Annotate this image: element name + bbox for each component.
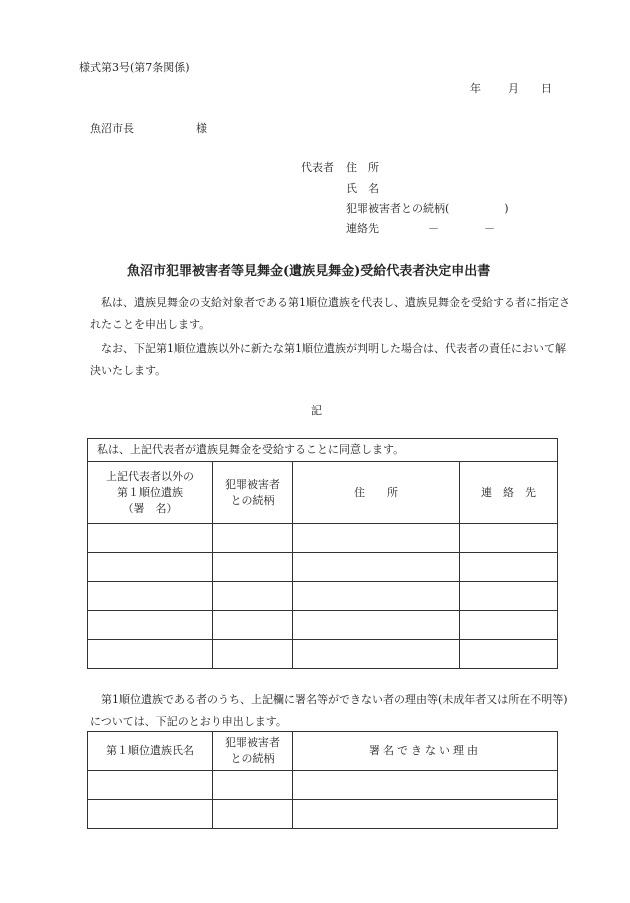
table-row — [88, 611, 558, 640]
form-number: 様式第3号(第7条関係) — [79, 61, 190, 74]
contact-cell[interactable] — [460, 582, 558, 611]
contact-cell[interactable] — [460, 611, 558, 640]
reason-cell[interactable] — [293, 771, 558, 800]
representative-relationship: 犯罪被害者との続柄( ) — [346, 202, 509, 215]
reason-table — [87, 731, 558, 829]
reason-cell[interactable] — [293, 800, 558, 829]
para1-text: 私は、遺族見舞金の支給対象者である第1順位遺族を代表し、遺族見舞金を受給する者に指定されたことを申出します。 — [90, 296, 570, 331]
col-rel-line1: 犯罪被害者 — [225, 477, 280, 491]
col-rel-line2: との続柄 — [230, 752, 275, 765]
date-month: 月 — [508, 82, 519, 95]
col-rel-line2: との続柄 — [230, 493, 275, 507]
col-family-line3: （署 名） — [122, 501, 178, 515]
address-cell[interactable] — [293, 524, 460, 553]
col-address-header: 住 所 — [293, 462, 460, 524]
para2-text: なお、下記第1順位遺族以外に新たな第1順位遺族が判明した場合は、代表者の責任において解決いたします。 — [90, 342, 566, 377]
address-cell[interactable] — [293, 582, 460, 611]
table-row — [88, 524, 558, 553]
family-name-cell[interactable] — [88, 771, 213, 800]
body-paragraph-1 — [90, 292, 570, 336]
date-day: 日 — [541, 82, 552, 95]
representative-label: 代表者 — [301, 161, 334, 174]
note-paragraph — [90, 689, 576, 733]
ki-heading: 記 — [311, 404, 322, 417]
table-row — [88, 640, 558, 669]
consent-table — [87, 438, 558, 669]
representative-contact: 連絡先 — [346, 222, 379, 235]
table-row — [88, 771, 558, 800]
document-title: 魚沼市犯罪被害者等見舞金(遺族見舞金)受給代表者決定申出書 — [127, 264, 491, 279]
signature-cell[interactable] — [88, 582, 213, 611]
address-cell[interactable] — [293, 640, 460, 669]
family-name-cell[interactable] — [88, 800, 213, 829]
table-row — [88, 800, 558, 829]
contact-dash: － — [428, 222, 439, 235]
relationship-cell[interactable] — [213, 582, 293, 611]
addressee-name: 魚沼市長 — [90, 122, 134, 135]
note-text: 第1順位遺族である者のうち、上記欄に署名等ができない者の理由等(未成年者又は所在不明等)については、下記のとおり申出します。 — [90, 693, 568, 728]
relationship-cell[interactable] — [213, 524, 293, 553]
col-family-line2: 第１順位遺族 — [117, 485, 183, 499]
table-row — [88, 582, 558, 611]
address-cell[interactable] — [293, 553, 460, 582]
representative-name: 氏 名 — [346, 182, 379, 195]
col-rel-line1: 犯罪被害者 — [225, 736, 280, 749]
relationship-cell[interactable] — [213, 640, 293, 669]
col-contact-header: 連 絡 先 — [460, 462, 558, 524]
contact-dash: － — [484, 222, 495, 235]
consent-header — [88, 439, 558, 462]
consent-text: 私は、上記代表者が遺族見舞金を受給することに同意します。 — [97, 443, 405, 456]
addressee-honorific: 様 — [196, 122, 207, 135]
contact-cell[interactable] — [460, 640, 558, 669]
col-relationship-header — [213, 732, 293, 771]
address-cell[interactable] — [293, 611, 460, 640]
relationship-cell[interactable] — [213, 553, 293, 582]
relationship-cell[interactable] — [213, 771, 293, 800]
col-family-header — [88, 462, 213, 524]
body-paragraph-2 — [90, 338, 570, 382]
relationship-cell[interactable] — [213, 800, 293, 829]
contact-cell[interactable] — [460, 553, 558, 582]
signature-cell[interactable] — [88, 611, 213, 640]
representative-address: 住 所 — [346, 161, 379, 174]
date-year: 年 — [470, 82, 481, 95]
signature-cell[interactable] — [88, 640, 213, 669]
col-relationship-header — [213, 462, 293, 524]
signature-cell[interactable] — [88, 553, 213, 582]
relationship-cell[interactable] — [213, 611, 293, 640]
col-family-name-header: 第１順位遺族氏名 — [88, 732, 213, 771]
col-reason-header: 署名できない理由 — [293, 732, 558, 771]
contact-cell[interactable] — [460, 524, 558, 553]
table-row — [88, 553, 558, 582]
signature-cell[interactable] — [88, 524, 213, 553]
col-family-line1: 上記代表者以外の — [106, 469, 194, 483]
